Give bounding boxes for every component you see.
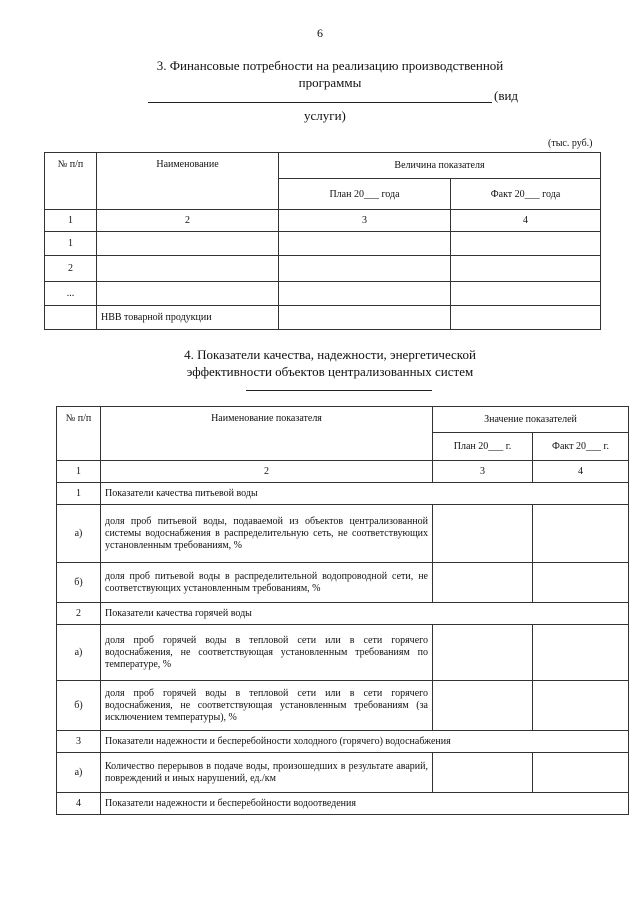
- header-fact: Факт 20___ года: [451, 179, 601, 210]
- row-fact-cell: [533, 625, 629, 681]
- header-plan: План 20___ г.: [433, 433, 533, 461]
- group-title: Показатели надежности и бесперебойности холодного (горячего) водоснабжения: [101, 731, 629, 753]
- row-name: [97, 256, 279, 282]
- row-name: [97, 282, 279, 306]
- row-plan-cell: [433, 681, 533, 731]
- index-row: [45, 210, 601, 232]
- row-name: Количество перерывов в подаче воды, произошедших в результате аварий, повреждений и иных нарушений, ед./км: [101, 753, 433, 793]
- table-row: [45, 282, 601, 306]
- row-name: [97, 232, 279, 256]
- group-title: Показатели надежности и бесперебойности водоотведения: [101, 793, 629, 815]
- row-fact-cell: [451, 282, 601, 306]
- row-fact-cell: [451, 232, 601, 256]
- row-name: НВВ товарной продукции: [97, 306, 279, 330]
- section3-uslugi-label: услуги): [304, 108, 346, 123]
- financial-needs-table: [44, 152, 601, 330]
- row-plan-cell: [279, 256, 451, 282]
- header-values: Значение показателей: [433, 407, 629, 433]
- section3-vid-label: (вид: [494, 88, 519, 103]
- row-num: 1: [57, 483, 101, 505]
- row-num: б): [57, 681, 101, 731]
- row-fact-cell: [451, 256, 601, 282]
- index-row: [57, 461, 629, 483]
- section4-blank: [246, 390, 432, 391]
- row-name: доля проб питьевой воды, подаваемой из объектов централизованной системы водоснабжения в распределительную сеть, не соответствующих установленным требованиям, %: [101, 505, 433, 563]
- header-fact: Факт 20___ г.: [533, 433, 629, 461]
- row-plan-cell: [433, 625, 533, 681]
- row-fact-cell: [533, 681, 629, 731]
- row-plan-cell: [433, 753, 533, 793]
- section3-service-blank: [148, 102, 492, 103]
- row-plan-cell: [433, 563, 533, 603]
- group-row: [57, 483, 629, 505]
- header-name: Наименование: [97, 153, 279, 210]
- table-row: [45, 306, 601, 330]
- table-row: [57, 753, 629, 793]
- row-fact-cell: [451, 306, 601, 330]
- index-cell: 4: [451, 210, 601, 232]
- header-num: № п/п: [45, 153, 97, 210]
- table-row: [57, 563, 629, 603]
- index-cell: 1: [45, 210, 97, 232]
- index-cell: 3: [433, 461, 533, 483]
- table-row: [57, 505, 629, 563]
- table-row: [57, 625, 629, 681]
- index-cell: 1: [57, 461, 101, 483]
- row-plan-cell: [279, 306, 451, 330]
- index-cell: 3: [279, 210, 451, 232]
- index-cell: 2: [101, 461, 433, 483]
- row-num: а): [57, 505, 101, 563]
- row-num: ...: [45, 282, 97, 306]
- group-title: Показатели качества питьевой воды: [101, 483, 629, 505]
- row-num: 4: [57, 793, 101, 815]
- section3-units: (тыс. руб.): [548, 138, 593, 149]
- group-row: [57, 793, 629, 815]
- page-number: 6: [317, 26, 323, 40]
- section3-title-line1: 3. Финансовые потребности на реализацию производственной: [156, 58, 504, 73]
- row-num: [45, 306, 97, 330]
- table-row: [45, 232, 601, 256]
- row-name: доля проб горячей воды в тепловой сети или в сети горячего водоснабжения, не соответствующая установленным требованиям по температуре, %: [101, 625, 433, 681]
- header-plan: План 20___ года: [279, 179, 451, 210]
- row-num: а): [57, 753, 101, 793]
- header-name: Наименование показателя: [101, 407, 433, 461]
- section4-title-line2: эффективности объектов централизованных систем: [186, 364, 474, 379]
- row-num: 2: [45, 256, 97, 282]
- row-num: б): [57, 563, 101, 603]
- row-plan-cell: [433, 505, 533, 563]
- group-row: [57, 731, 629, 753]
- index-cell: 4: [533, 461, 629, 483]
- table-row: [45, 256, 601, 282]
- row-num: 2: [57, 603, 101, 625]
- index-cell: 2: [97, 210, 279, 232]
- row-num: а): [57, 625, 101, 681]
- section4-title-line1: 4. Показатели качества, надежности, энергетической: [184, 347, 476, 362]
- row-name: доля проб горячей воды в тепловой сети или в сети горячего водоснабжения, не соответствующая установленным требованиям (за исключением температуры), %: [101, 681, 433, 731]
- row-fact-cell: [533, 505, 629, 563]
- row-plan-cell: [279, 282, 451, 306]
- group-row: [57, 603, 629, 625]
- row-name: доля проб питьевой воды в распределительной водопроводной сети, не соответствующих установленным требованиям, %: [101, 563, 433, 603]
- section3-title-line2: программы: [298, 75, 362, 90]
- row-plan-cell: [279, 232, 451, 256]
- header-value: Величина показателя: [279, 153, 601, 179]
- row-fact-cell: [533, 753, 629, 793]
- table-row: [57, 681, 629, 731]
- header-num: № п/п: [57, 407, 101, 461]
- group-title: Показатели качества горячей воды: [101, 603, 629, 625]
- row-fact-cell: [533, 563, 629, 603]
- row-num: 3: [57, 731, 101, 753]
- row-num: 1: [45, 232, 97, 256]
- quality-indicators-table: [56, 406, 629, 815]
